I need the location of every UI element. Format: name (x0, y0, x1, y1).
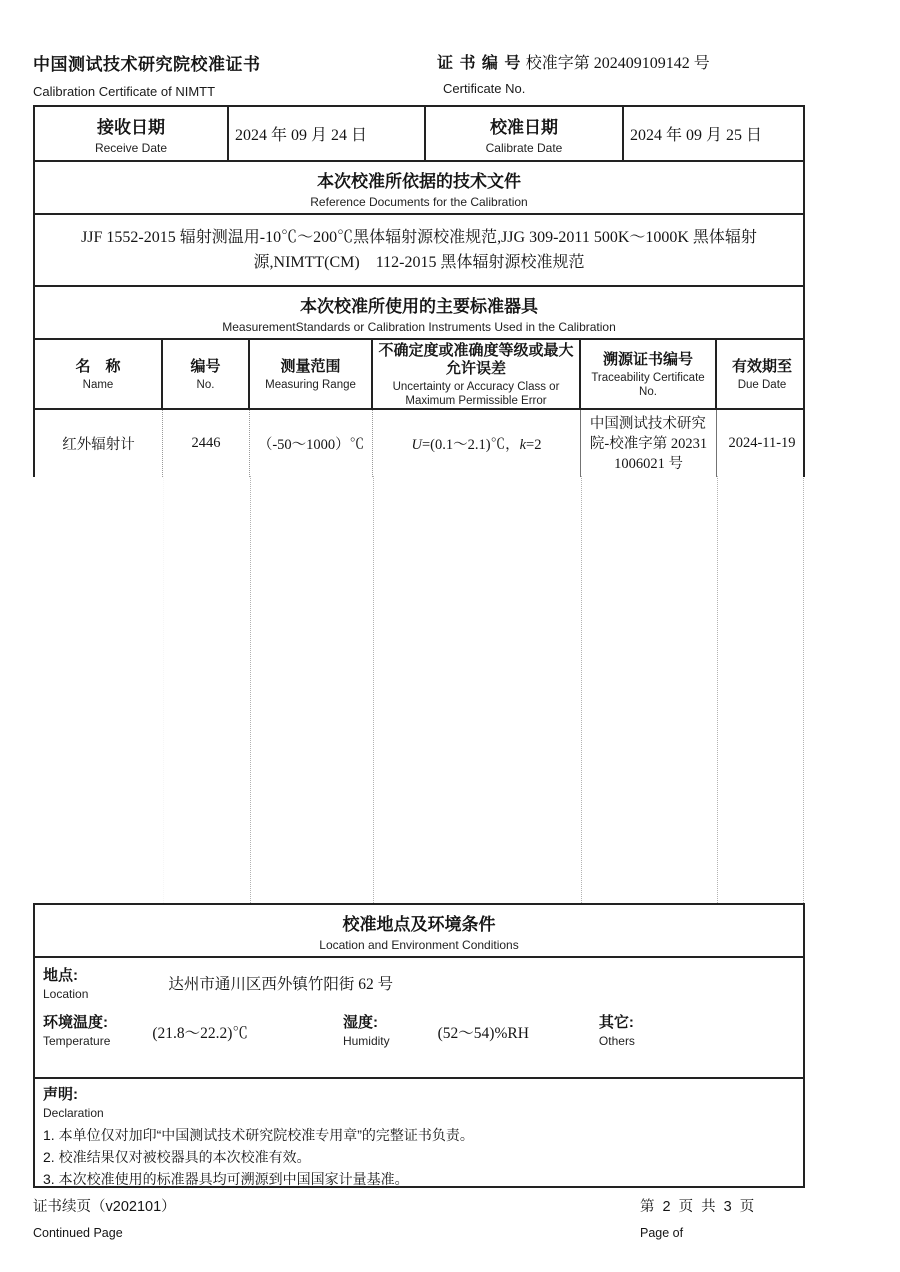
environment-line (43, 1011, 795, 1048)
col-traceability-zh: 溯源证书编号 (602, 351, 693, 368)
col-header-no (163, 340, 250, 410)
dates-row (35, 107, 803, 162)
temperature-label-zh: 环境温度: (43, 1014, 108, 1031)
humidity-value: (52～54)%RH (437, 1025, 529, 1042)
certificate-main-table (33, 105, 805, 477)
col-traceability-en: Traceability Certificate No. (591, 372, 705, 398)
continued-page-label-en: Continued Page (33, 1226, 123, 1240)
location-label-zh: 地点: (43, 967, 78, 984)
certificate-number-label-en: Certificate No. (443, 81, 526, 96)
uncertainty-u-symbol: U (411, 437, 422, 453)
declaration-item-3: 3. 本次校准使用的标准器具均可溯源到中国国家计量基准。 (43, 1171, 409, 1187)
continued-page-label-zh: 证书续页（v202101） (33, 1199, 176, 1215)
declaration-section (35, 1079, 803, 1186)
certificate-number-value: 校准字第 202409109142 号 (525, 55, 710, 72)
uncertainty-rest: =2 (526, 437, 542, 453)
faint-column-line (803, 476, 804, 903)
calibrate-date-label-cell (426, 107, 624, 160)
header-left (33, 50, 261, 99)
page-number-en: Page of (640, 1226, 684, 1240)
reference-documents-text: JJF 1552-2015 辐射测温用-10℃～200℃黑体辐射源校准规范,JJG 309-2011 500K～1000K 黑体辐射源,NIMTT(CM) 112-2015 黑体辐射源校准规范 (35, 215, 803, 287)
declaration-item-2: 2. 校准结果仅对被校器具的本次校准有效。 (43, 1149, 311, 1165)
faint-column-line (717, 476, 718, 903)
std-row-name: 红外辐射计 (35, 410, 163, 477)
temperature-label-en: Temperature (43, 1034, 111, 1048)
location-label-en: Location (43, 987, 89, 1001)
standards-table-empty-area (33, 476, 805, 903)
std-row-uncertainty (373, 410, 581, 477)
declaration-item-1: 1. 本单位仅对加印“中国测试技术研究院校准专用章”的完整证书负责。 (43, 1127, 474, 1143)
temperature-label (43, 1011, 110, 1048)
std-row-traceability (581, 410, 717, 477)
calibrate-date-label-en: Calibrate Date (485, 140, 563, 155)
certificate-number-line (437, 50, 805, 73)
std-row-range: （-50～1000）℃ (250, 410, 373, 477)
col-due-zh: 有效期至 (731, 358, 792, 375)
temperature-value: (21.8～22.2)℃ (152, 1025, 248, 1042)
others-label (599, 1011, 635, 1048)
uncertainty-k-symbol: k (519, 437, 527, 453)
environment-table (33, 903, 805, 1188)
std-row-due: 2024-11-19 (728, 435, 796, 451)
trace-line-3: 1006021 号 (614, 455, 683, 472)
humidity-label (343, 1011, 390, 1048)
standards-table-header (35, 340, 803, 410)
location-environment-body (35, 958, 803, 1079)
col-no-en: No. (196, 379, 215, 391)
receive-date-label-en: Receive Date (94, 140, 168, 155)
standards-title-zh: 本次校准所使用的主要标准器具 (300, 296, 538, 316)
trace-line-1: 中国测试技术研究 (589, 415, 706, 432)
doc-title-en: Calibration Certificate of NIMTT (33, 84, 216, 99)
others-label-en: Others (598, 1034, 635, 1048)
others-label-zh: 其它: (598, 1014, 634, 1031)
receive-date-label-cell (35, 107, 229, 160)
declaration-label-zh: 声明: (43, 1086, 78, 1103)
standards-section-title (35, 287, 803, 340)
humidity-label-en: Humidity (342, 1034, 390, 1048)
location-label (43, 964, 88, 1001)
standards-title-en: MeasurementStandards or Calibration Instruments Used in the Calibration (222, 319, 616, 334)
calibrate-date-label-zh: 校准日期 (490, 117, 558, 137)
uncertainty-mid: =(0.1～2.1)℃， (422, 437, 520, 453)
doc-title-zh: 中国测试技术研究院校准证书 (33, 55, 261, 74)
std-row-no: 2446 (163, 410, 250, 477)
environment-title-en: Location and Environment Conditions (319, 937, 519, 952)
page-number-zh: 第 2 页 共 3 页 (640, 1199, 757, 1215)
col-header-name (35, 340, 163, 410)
reference-title-en: Reference Documents for the Calibration (310, 194, 528, 209)
col-header-uncertainty (373, 340, 581, 410)
declaration-label-en: Declaration (43, 1106, 104, 1120)
reference-section-title (35, 162, 803, 215)
col-due-en: Due Date (737, 379, 787, 391)
col-name-en: Name (82, 379, 114, 391)
trace-line-2: 院-校准字第 20231 (589, 435, 708, 452)
col-header-traceability (581, 340, 717, 410)
environment-section-title (35, 905, 803, 958)
certificate-number-label-zh: 证 书 编 号 (437, 55, 522, 72)
faint-column-line (250, 476, 251, 903)
document-header (33, 50, 805, 99)
location-line (43, 964, 795, 1001)
receive-date-value: 2024 年 09 月 24 日 (229, 107, 426, 160)
col-range-en: Measuring Range (265, 379, 356, 391)
col-no-zh: 编号 (190, 358, 221, 375)
reference-title-zh: 本次校准所依据的技术文件 (317, 171, 521, 191)
page-footer (33, 1195, 805, 1240)
standards-table-row (35, 410, 803, 477)
col-header-range (250, 340, 373, 410)
receive-date-label-zh: 接收日期 (97, 117, 165, 137)
faint-column-line (163, 476, 164, 903)
col-header-due (717, 340, 807, 410)
location-value: 达州市通川区西外镇竹阳街 62 号 (168, 976, 394, 993)
col-uncertainty-zh: 不确定度或准确度等级或最大允许误差 (378, 342, 574, 377)
environment-title-zh: 校准地点及环境条件 (342, 914, 496, 934)
header-right (437, 50, 805, 99)
col-uncertainty-en: Uncertainty or Accuracy Class or Maximum Permissible Error (392, 381, 560, 407)
footer-page-number (640, 1195, 756, 1240)
col-range-zh: 测量范围 (280, 358, 341, 375)
calibrate-date-value: 2024 年 09 月 25 日 (630, 127, 763, 144)
declaration-items (43, 1124, 795, 1190)
faint-column-line (373, 476, 374, 903)
faint-column-line (581, 476, 582, 903)
col-name-zh: 名 称 (75, 358, 121, 375)
humidity-label-zh: 湿度: (342, 1014, 378, 1031)
